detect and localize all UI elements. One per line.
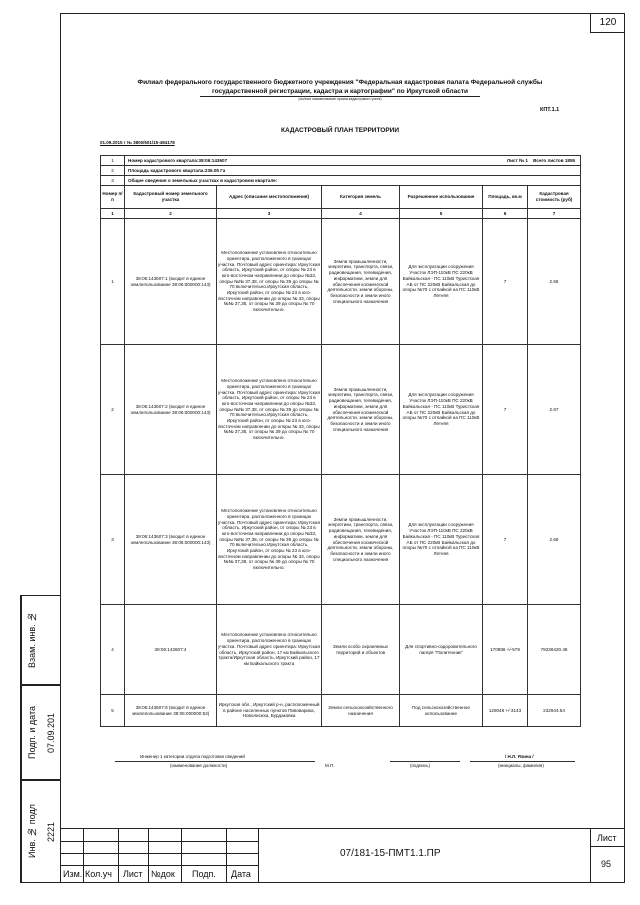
strip-value xyxy=(41,596,61,684)
cadastral-number: 38:06:143607:1 (входит в единое землепользование 38:06:000000:143) xyxy=(125,219,217,345)
permitted-use: Для спортивно-оздоровительного лагеря "Политехник" xyxy=(400,605,483,695)
cadastral-cost: 2.66 xyxy=(528,475,581,605)
signature-line xyxy=(390,761,460,762)
col-header: Категория земель xyxy=(322,186,400,209)
col-header: Кадастровый номер земельного участка xyxy=(125,186,217,209)
area: 170886 +/-579 xyxy=(483,605,528,695)
info-num: 2 xyxy=(101,166,125,176)
strip-label: Инв. № подл xyxy=(21,781,42,882)
col-number: 1 xyxy=(101,209,125,219)
address: Иркутская обл., Иркутский р-н, расположенный в районе населенных пунктов Пивоварика, Новолисиха, Бурдаковка xyxy=(217,695,322,727)
col-header: Разрешенное использование xyxy=(400,186,483,209)
strip-value: 2221 xyxy=(46,821,56,842)
cadastral-table xyxy=(100,155,581,727)
col-number: 6 xyxy=(483,209,528,219)
col-header: Площадь, кв.м xyxy=(483,186,528,209)
strip-label: Взам. инв. № xyxy=(21,596,42,684)
strip-original-inv xyxy=(20,780,60,883)
document-title: КАДАСТРОВЫЙ ПЛАН ТЕРРИТОРИИ xyxy=(280,127,400,134)
stamp-header: №док xyxy=(151,869,175,879)
land-category: Земли особо охраняемых территорий и объектов xyxy=(322,605,400,695)
permitted-use: Для эксплуатации сооружения Участок ЛЭП-110кВ ПС 220кВ Байкальская - ПС 110кВ Туристская АБ от ПС 220кВ Байкальская до опоры №70 с отпайкой на ПС 110кВ Летняя xyxy=(400,219,483,345)
col-header: Кадастровая стоимость (руб) xyxy=(528,186,581,209)
stamp-header: Лист xyxy=(123,869,143,879)
cadastral-number: 38:06:143607:6 (входит в единое землепользование 38:06:000000:53) xyxy=(125,695,217,727)
signature-caption: (подпись) xyxy=(410,763,431,768)
name-caption: (инициалы, фамилия) xyxy=(498,763,544,768)
land-category: Земли промышленности, энергетики, транспорта, связи, радиовещания, телевидения, информатики, земли для обеспечения космической деятельности, земли обороны, безопасности и земли иного специального назначения xyxy=(322,345,400,475)
row-number: 3 xyxy=(101,475,125,605)
organization-caption: (полное наименование органа кадастрового учета) xyxy=(298,97,382,101)
organization-header xyxy=(100,78,580,96)
cadastral-number: 38:06:143607:2 (входит в единое землепользование 38:06:000000:143) xyxy=(125,345,217,475)
document-code: КПТ.1.1 xyxy=(540,107,560,113)
column-numbers xyxy=(101,209,581,219)
strip-sign-date xyxy=(20,685,60,780)
col-number: 7 xyxy=(528,209,581,219)
permitted-use: Для эксплуатации сооружения Участок ЛЭП-110кВ ПС 220кВ Байкальская - ПС 110кВ Туристская АБ от ПС 220кВ Байкальская до опоры №70 с отпайкой на ПС 110кВ Летняя xyxy=(400,475,483,605)
col-number: 5 xyxy=(400,209,483,219)
area: 7 xyxy=(483,475,528,605)
table-row xyxy=(101,695,581,727)
address: Местоположение установлено относительно ориентира, расположенного в границах участка. Почтовый адрес ориентира: Иркутская область, Иркутский район, от опоры № 23 в юго-восточном направлении до опоры №33, опоры №№ 37,38, от опоры № 39 до опоры № 70 включительно.Иркутская область, Иркутский район, от опоры № 23 в юго-восточном направлении до опоры № 33, опоры №№ 37,38, от опоры № 39 до опоры № 70 включительно. xyxy=(217,475,322,605)
strip-label: Подп. и дата xyxy=(21,686,42,779)
cadastral-cost: 2.67 xyxy=(528,345,581,475)
document-designation: 07/181-15-ПМТ1.1.ПР xyxy=(340,848,441,859)
table-row xyxy=(101,475,581,605)
page-number: 120 xyxy=(590,13,625,33)
area: 129048 +/-3143 xyxy=(483,695,528,727)
position-caption: (наименование должности) xyxy=(170,763,228,768)
title-block xyxy=(60,828,625,883)
stamp-header: Дата xyxy=(231,869,251,879)
stamp-header: Подп. xyxy=(192,869,216,879)
land-category: Земли промышленности, энергетики, транспорта, связи, радиовещания, телевидения, информатики, земли для обеспечения космической деятельности, земли обороны, безопасности и земли иного специального назначения xyxy=(322,219,400,345)
row-number: 2 xyxy=(101,345,125,475)
row-number: 5 xyxy=(101,695,125,727)
general-info: Общие сведения о земельных участках в кадастровом квартале: xyxy=(125,176,581,186)
stamp-header: Кол.уч xyxy=(85,869,112,879)
info-row xyxy=(101,156,581,166)
cadastral-number: 38:06:143607:3 (входит в единое землепользование 38:06:000000:143) xyxy=(125,475,217,605)
land-category: Земли сельскохозяйственного назначения xyxy=(322,695,400,727)
table-row xyxy=(101,345,581,475)
signature-line xyxy=(115,761,315,762)
document-date: 01.09.2015 г № 3800/601/15-484178 xyxy=(100,140,175,145)
stamp-header: Изм. xyxy=(63,869,83,879)
info-row xyxy=(101,166,581,176)
row-number: 1 xyxy=(101,219,125,345)
signer-position: Инженер 1 категории отдела подготовки сведений xyxy=(140,754,245,759)
col-number: 2 xyxy=(125,209,217,219)
area: 7 xyxy=(483,345,528,475)
permitted-use: Для эксплуатации сооружения Участок ЛЭП-110кВ ПС 220кВ Байкальская - ПС 110кВ Туристская АБ от ПС 220кВ Байкальская до опоры №70 с отпайкой на ПС 110кВ Летняя xyxy=(400,345,483,475)
address: Местоположение установлено относительно ориентира, расположенного в границах участка. Почтовый адрес ориентира: Иркутская область, Иркутский район, от опоры № 23 в юго-восточном направлении до опоры №33, опоры №№ 37,38, от опоры № 39 до опоры № 70 включительно.Иркутская область, Иркутский район, от опоры № 23 в юго-восточном направлении до опоры № 33, опоры №№ 37,38, от опоры № 39 до опоры № 70 включительно. xyxy=(217,219,322,345)
quarter-area: Площадь кадастрового квартала:236.05 Га xyxy=(125,166,581,176)
table-row xyxy=(101,219,581,345)
cadastral-number: 38:06:143607:4 xyxy=(125,605,217,695)
sheet-number: Лист № 1 xyxy=(506,157,528,163)
sheets-total: Всего листов 1855 xyxy=(533,157,576,163)
area: 7 xyxy=(483,219,528,345)
cadastral-cost: 79236420.48 xyxy=(528,605,581,695)
strip-replacement-inv xyxy=(20,595,60,685)
land-category: Земли промышленности, энергетики, транспорта, связи, радиовещания, телевидения, информатики, земли для обеспечения космической деятельности, земли обороны, безопасности и земли иного специального назначения xyxy=(322,475,400,605)
table-row xyxy=(101,605,581,695)
organization-line-2: государственной регистрации, кадастра и картографии" по Иркутской области xyxy=(211,88,469,95)
permitted-use: Под сельскохозяйственное использование xyxy=(400,695,483,727)
signature-line xyxy=(470,761,575,762)
col-header: Номер п/п xyxy=(101,186,125,209)
info-row xyxy=(101,176,581,186)
col-number: 3 xyxy=(217,209,322,219)
column-headers xyxy=(101,186,581,209)
col-header: Адрес (описание местоположения) xyxy=(217,186,322,209)
strip-value: 07.09.201 xyxy=(46,712,56,753)
organization-line-1: Филиал федерального государственного бюджетного учреждения "Федеральная кадастровая палата Федеральной службы xyxy=(137,79,543,86)
info-num: 1 xyxy=(101,156,125,166)
seal-place: М.П. xyxy=(325,763,335,768)
row-number: 4 xyxy=(101,605,125,695)
col-number: 4 xyxy=(322,209,400,219)
quarter-number: Номер кадастрового квартала:38:06:143607 xyxy=(128,157,228,163)
cadastral-cost: 2.66 xyxy=(528,219,581,345)
sheet-label: Лист xyxy=(597,833,617,843)
signer-name: / Н.Л. Язина / xyxy=(505,754,534,759)
cadastral-cost: 232944.54 xyxy=(528,695,581,727)
address: Местоположение установлено относительно ориентира, расположенного в границах участка. Почтовый адрес ориентира: Иркутская область, Иркутский район, от опоры № 23 в юго-восточном направлении до опоры №33, опоры №№ 37,38, от опоры № 39 до опоры № 70 включительно.Иркутская область, Иркутский район, от опоры № 23 в юго-восточном направлении до опоры № 33, опоры №№ 37,38, от опоры № 39 до опоры № 70 включительно. xyxy=(217,345,322,475)
address: Местоположение установлено относительно ориентира, расположенного в границах участка. Почтовый адрес ориентира: Иркутская область, Иркутский район, 17 км Байкальского тракта/Иркутская область, Иркутский район, 17 км Байкальского тракта xyxy=(217,605,322,695)
sheet-value: 95 xyxy=(601,859,612,869)
info-num: 3 xyxy=(101,176,125,186)
